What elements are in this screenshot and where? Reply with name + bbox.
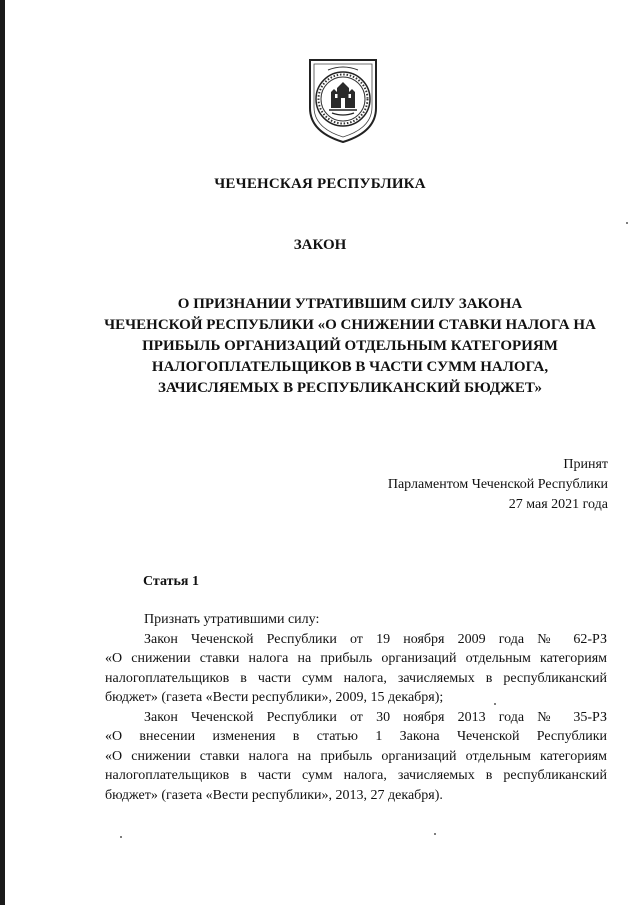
document-type: ЗАКОН <box>293 237 347 253</box>
law-title <box>60 294 640 399</box>
adoption-block <box>388 455 608 515</box>
item2-line: Закон Чеченской Республики от 30 ноября 2013 года № 35-РЗ <box>144 709 607 725</box>
item2-line: бюджет» (газета «Вести республики», 2013, 27 декабря). <box>105 787 443 803</box>
scan-speck <box>120 836 122 838</box>
article-intro: Признать утратившими силу: <box>144 612 320 627</box>
title-line: ПРИБЫЛЬ ОРГАНИЗАЦИЙ ОТДЕЛЬНЫМ КАТЕГОРИЯМ <box>142 338 558 354</box>
title-line: О ПРИЗНАНИИ УТРАТИВШИМ СИЛУ ЗАКОНА <box>177 296 523 312</box>
item1-line: Закон Чеченской Республики от 19 ноября 2009 года № 62-РЗ <box>144 631 607 647</box>
scan-speck <box>494 703 496 705</box>
item2-line: налогоплательщиков в части сумм налога, зачисляемых в республиканский <box>105 768 607 783</box>
title-line: НАЛОГОПЛАТЕЛЬЩИКОВ В ЧАСТИ СУММ НАЛОГА, <box>151 359 549 375</box>
article-body <box>105 610 607 805</box>
coat-of-arms-icon <box>298 52 388 144</box>
item2-line: «О снижении ставки налога на прибыль организаций отдельным категориям <box>105 748 607 764</box>
title-line: ЧЕЧЕНСКОЙ РЕСПУБЛИКИ «О СНИЖЕНИИ СТАВКИ НАЛОГА НА <box>104 317 596 333</box>
item1-line: налогоплательщиков в части сумм налога, зачисляемых в республиканский <box>105 670 607 686</box>
scan-speck <box>434 833 436 835</box>
scan-speck <box>626 222 628 224</box>
title-line: ЗАЧИСЛЯЕМЫХ В РЕСПУБЛИКАНСКИЙ БЮДЖЕТ» <box>157 380 543 396</box>
adoption-date: 27 мая 2021 года <box>508 497 608 512</box>
adoption-body: Парламентом Чеченской Республики <box>387 477 608 492</box>
scan-edge-bar <box>0 0 5 905</box>
item2-line: «О внесении изменения в статью 1 Закона Чеченской Республики <box>105 729 607 744</box>
item1-line: бюджет» (газета «Вести республики», 2009, 15 декабря); <box>105 690 444 705</box>
republic-name: ЧЕЧЕНСКАЯ РЕСПУБЛИКА <box>214 176 426 192</box>
adoption-status: Принят <box>563 457 608 472</box>
item1-line: «О снижении ставки налога на прибыль организаций отдельным категориям <box>105 651 607 666</box>
article-heading: Статья 1 <box>143 574 199 589</box>
